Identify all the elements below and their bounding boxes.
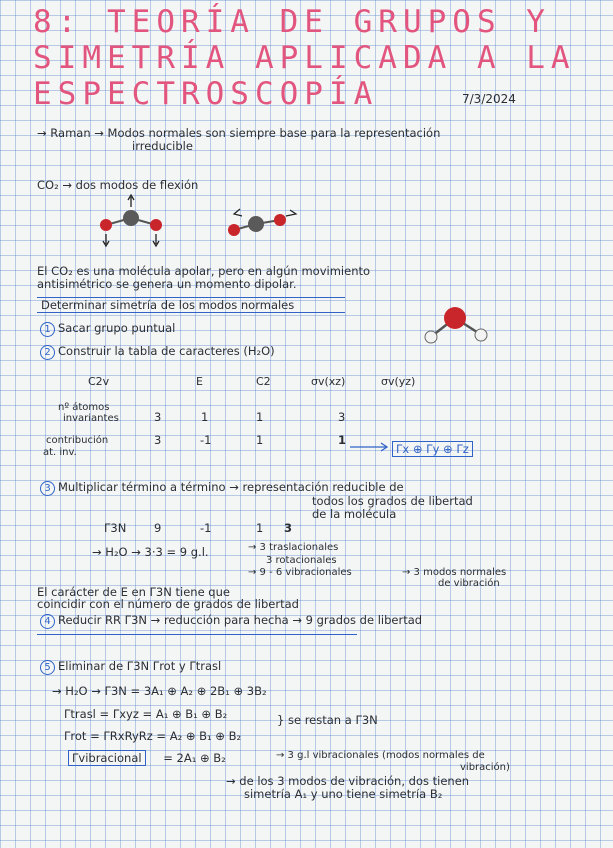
h2o-degrees: → H₂O → 3·3 = 9 g.l. xyxy=(92,545,209,559)
conclusion-line2: simetría A₁ y uno tiene simetría B₂ xyxy=(244,787,443,801)
gamma-3n-decomposition: → H₂O → Γ3N = 3A₁ ⊕ A₂ ⊕ 2B₁ ⊕ 3B₂ xyxy=(52,684,267,698)
row1-value-c2: 1 xyxy=(201,410,209,424)
conclusion-line1: → de los 3 modos de vibración, dos tienen xyxy=(226,774,470,788)
step4-text: Reducir RR Γ3N → reducción para hecha → 9 grados de libertad xyxy=(58,613,423,627)
row1-label2: invariantes xyxy=(63,413,119,424)
gamma-3n-sv-yz: 3 xyxy=(284,521,293,535)
date: 7/3/2024 xyxy=(462,92,516,106)
row2-label2: at. inv. xyxy=(43,447,77,458)
step5-text: Eliminar de Γ3N Γrot y Γtrasl xyxy=(58,659,222,673)
row1-value-e: 3 xyxy=(154,410,162,424)
translational-count: → 3 traslacionales xyxy=(248,542,339,553)
gamma-3n-e: 9 xyxy=(154,521,162,535)
step4 xyxy=(40,613,422,629)
row2-value-e: 3 xyxy=(154,433,162,447)
row2-value-sv-xz: 1 xyxy=(256,433,264,447)
step3-paragraph-line1: El carácter de E en Γ3N tiene que xyxy=(37,585,230,599)
step2 xyxy=(40,344,275,360)
row2-value-c2: -1 xyxy=(200,433,212,447)
co2-bending-mode-icon xyxy=(100,195,162,246)
section-divider xyxy=(37,634,357,635)
gamma-3n-c2: -1 xyxy=(200,521,212,535)
co2-paragraph-line2: antisimétrico se genera un momento dipolar. xyxy=(37,277,297,291)
row1-label1: nº átomos xyxy=(58,402,110,413)
page-title-line2: SIMETRÍA APLICADA A LA xyxy=(33,40,576,76)
table-header-c2: C2 xyxy=(256,374,271,388)
gamma-3n-sv-xz: 1 xyxy=(256,521,264,535)
page-title-line1: 8: TEORÍA DE GRUPOS Y xyxy=(33,4,551,40)
step1 xyxy=(40,321,175,337)
co2-vibration-drawings xyxy=(92,192,302,250)
table-header-e: E xyxy=(196,374,203,388)
gamma-rot: Γrot = ΓRxRyRz = A₂ ⊕ B₁ ⊕ B₂ xyxy=(64,729,242,743)
page-title-line3: ESPECTROSCOPÍA xyxy=(33,76,379,112)
gamma-3n-label: Γ3N xyxy=(104,521,127,535)
gamma-trasl: Γtrasl = Γxyz = A₁ ⊕ B₁ ⊕ B₂ xyxy=(64,707,228,721)
arrow-right-icon xyxy=(348,440,392,454)
water-molecule-icon xyxy=(418,304,498,346)
character-table xyxy=(38,370,441,392)
step3-line2: todos los grados de libertad xyxy=(312,494,473,508)
step4-number: 4 xyxy=(40,614,55,629)
step5-number: 5 xyxy=(40,660,55,675)
co2-paragraph-line1: El CO₂ es una molécula apolar, pero en algún movimiento xyxy=(37,264,371,278)
row1-value-sv-xz: 1 xyxy=(256,410,264,424)
co2-asymmetric-mode-icon xyxy=(228,209,296,236)
row2-label1: contribución xyxy=(46,435,109,446)
step1-number: 1 xyxy=(40,322,55,337)
step1-text: Sacar grupo puntual xyxy=(58,321,176,335)
vibrational-count: → 9 - 6 vibracionales xyxy=(248,567,352,578)
rotational-count: 3 rotacionales xyxy=(266,555,337,566)
gamma-vib-value: = 2A₁ ⊕ B₂ xyxy=(163,751,226,765)
step5 xyxy=(40,659,221,675)
co2-line: CO₂ → dos modos de flexión xyxy=(37,178,199,192)
gamma-vib-row xyxy=(68,751,226,765)
normal-modes-note2: de vibración xyxy=(438,578,500,589)
table-header-sv-yz: σv(yz) xyxy=(381,374,416,388)
section-heading: Determinar simetría de los modos normales xyxy=(37,297,345,313)
row1-value-sv-yz: 3 xyxy=(338,410,346,424)
gamma-xyz-box: Γx ⊕ Γy ⊕ Γz xyxy=(392,441,473,457)
subtract-note: } se restan a Γ3N xyxy=(277,713,378,727)
step2-number: 2 xyxy=(40,345,55,360)
step3-number: 3 xyxy=(40,481,55,496)
raman-line1: → Raman → Modos normales son siempre base para la representación xyxy=(37,126,441,140)
table-header-group: C2v xyxy=(88,374,110,388)
row2-value-sv-yz: 1 xyxy=(338,433,347,447)
normal-modes-note: → 3 modos normales xyxy=(402,567,507,578)
vib-note-line1: → 3 g.l vibracionales (modos normales de xyxy=(276,750,485,761)
vib-note-line2: vibración) xyxy=(460,762,510,773)
step3-paragraph-line2: coincidir con el número de grados de libertad xyxy=(37,597,299,611)
raman-line2: irreducible xyxy=(132,139,193,153)
step3-line3: de la molécula xyxy=(312,507,397,521)
step3-text: Multiplicar término a término → representación reducible de xyxy=(58,480,404,494)
gamma-vib-label: Γvibracional xyxy=(68,750,146,766)
step2-text: Construir la tabla de caracteres (H₂O) xyxy=(58,344,275,358)
table-header-sv-xz: σv(xz) xyxy=(311,374,346,388)
